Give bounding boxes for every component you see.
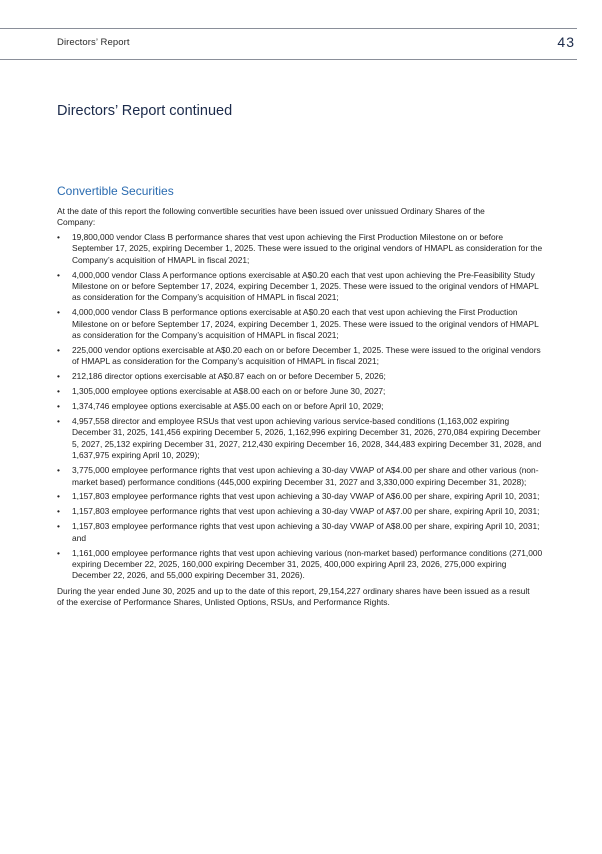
bullet-icon: • [57,465,60,476]
list-item-text: 1,305,000 employee options exercisable at A$8.00 each on or before June 30, 2027; [72,386,386,397]
list-item [57,506,545,517]
list-item [57,521,545,544]
section-body [57,206,545,609]
bullet-icon: • [57,269,60,280]
bullet-icon: • [57,416,60,426]
list-item-text: 225,000 vendor options exercisable at A$0.20 each on or before December 1, 2025. These were issued to the original vendors of HMAPL as consideration for the Company’s acquisition of HMAPL in fiscal 2021; [72,344,541,367]
list-item [57,491,545,502]
list-item-text: 4,000,000 vendor Class A performance options exercisable at A$0.20 each that vest upon achieving the Pre-Feasibility Study Milestone on or before September 17, 2024, expiring December 1, 2025. These were issued to the original vendors of HMAPL as consideration for the Company’s acquisition of HMAPL in fiscal 2021; [72,269,539,303]
list-item [57,548,545,582]
section-title: Convertible Securities [57,184,174,198]
page-title: Directors’ Report continued [57,103,233,119]
bullet-icon: • [57,521,60,532]
list-item [57,232,545,266]
bullet-icon: • [57,307,60,318]
page-header [0,28,577,60]
list-item-text: 1,374,746 employee options exercisable at A$5.00 each on or before April 10, 2029; [72,401,384,412]
bullet-icon: • [57,231,60,242]
bullet-icon: • [57,547,60,558]
list-item-text: 4,957,558 director and employee RSUs that vest upon achieving various service-based conditions (1,163,002 expiring December 31, 2025, 141,456 expiring December 5, 2026, 1,162,996 expiring December 31, 2026, 270,084 expiring December 5, 2027, 25,132 expiring December 31, 2027, 212,430 expiring December 16, 2028, 344,483 expiring December 31, 2028, and 1,637,975 expiring April 10, 2029); [72,416,542,461]
list-item-text: 3,775,000 employee performance rights that vest upon achieving a 30-day VWAP of A$4.00 per share and other various (non-market based) performance conditions (445,000 expiring December 31, 2027 and 3,330,000 expiring December 31, 2028); [72,465,539,487]
bullet-icon: • [57,401,60,412]
intro-paragraph: At the date of this report the following convertible securities have been issued over unissued Ordinary Shares of the Company: [57,206,485,228]
list-item-text: 212,186 director options exercisable at A$0.87 each on or before December 5, 2026; [72,371,386,382]
page-number: 43 [557,34,575,50]
list-item [57,386,545,397]
bullet-icon: • [57,506,60,517]
bullet-icon: • [57,344,60,355]
closing-paragraph: During the year ended June 30, 2025 and up to the date of this report, 29,154,227 ordinary shares have been issued as a result of the exercise of Performance Shares, Unlisted Options, RSUs, and Performance Rights. [57,585,530,608]
list-item [57,345,545,368]
bullet-icon: • [57,371,60,382]
bullet-icon: • [57,386,60,397]
list-item [57,307,545,341]
list-item-text: 4,000,000 vendor Class B performance options exercisable at A$0.20 each that vest upon achieving the First Production Milestone on or before September 17, 2024, expiring December 1, 2025. These were issued to the original vendors of HMAPL as consideration for the Company’s acquisition of HMAPL in fiscal 2021; [72,307,539,341]
header-title: Directors’ Report [57,37,130,48]
list-item-text: 1,157,803 employee performance rights that vest upon achieving a 30-day VWAP of A$8.00 per share, expiring April 10, 2031; and [72,521,540,543]
list-item [57,401,545,412]
list-item-text: 1,161,000 employee performance rights that vest upon achieving various (non-market based) performance conditions (271,000 expiring December 22, 2025, 160,000 expiring December 31, 2025, 400,000 expiring April 23, 2026, 275,000 expiring December 22, 2026, and 55,000 expiring December 31, 2026). [72,547,543,581]
securities-list [57,232,545,582]
list-item-text: 19,800,000 vendor Class B performance shares that vest upon achieving the First Production Milestone on or before September 17, 2025, expiring December 1, 2025. These were issued to the original vendors of HMAPL as consideration for the Company’s acquisition of HMAPL in fiscal 2021; [72,231,543,265]
list-item-text: 1,157,803 employee performance rights that vest upon achieving a 30-day VWAP of A$6.00 per share, expiring April 10, 2031; [72,491,540,502]
list-item [57,416,545,462]
list-item [57,371,545,382]
bullet-icon: • [57,491,60,502]
list-item [57,270,545,304]
list-item [57,465,545,488]
list-item-text: 1,157,803 employee performance rights that vest upon achieving a 30-day VWAP of A$7.00 per share, expiring April 10, 2031; [72,506,540,517]
